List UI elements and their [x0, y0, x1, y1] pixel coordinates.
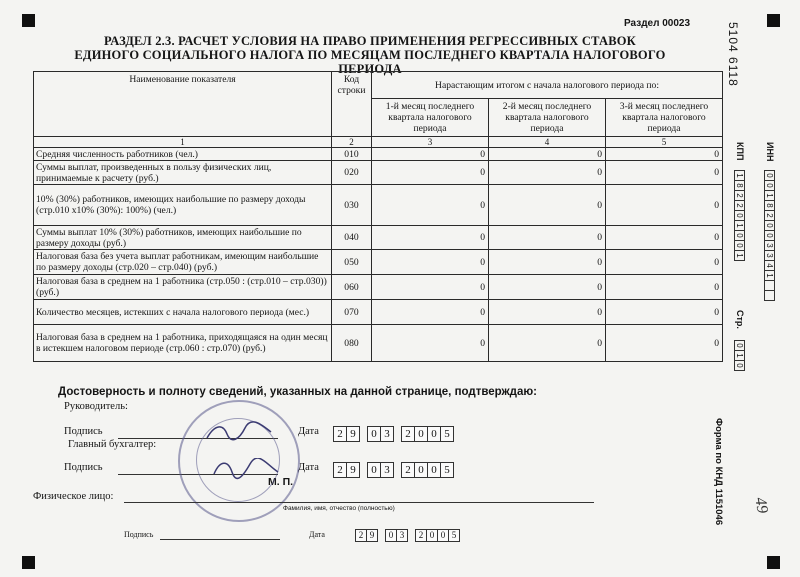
month-1-value: 0 [372, 300, 489, 325]
month-2-value: 0 [489, 325, 606, 362]
inn-digit-cell: 1 [764, 270, 775, 281]
date-month-digit[interactable]: 3 [380, 462, 394, 478]
chief-accountant-label: Главный бухгалтер: [68, 439, 157, 450]
inn-digit-cell: 0 [764, 230, 775, 241]
date-field-accountant[interactable] [333, 462, 453, 478]
date-month-digit[interactable]: 0 [367, 426, 381, 442]
kpp-digit-cell: 0 [734, 240, 745, 251]
row-code: 080 [332, 325, 372, 362]
row-name: Суммы выплат 10% (30%) работников, имеющих наибольшие по размеру доходы (руб.) [34, 226, 332, 250]
date-year-digit[interactable]: 2 [415, 529, 427, 542]
kpp-digit-cell: 1 [734, 170, 745, 181]
handwritten-page-number: 49 [751, 496, 771, 515]
signature-label-individual: Подпись [124, 530, 154, 539]
row-name: Налоговая база в среднем на 1 работника (стр.050 : (стр.010 – стр.030)) (руб.) [34, 275, 332, 300]
table-row [34, 300, 723, 325]
header-month-3: 3-й месяц последнего квартала налогового периода [606, 99, 723, 137]
date-day-digit[interactable]: 2 [333, 426, 347, 442]
table-row [34, 226, 723, 250]
kpp-digit-cell: 2 [734, 200, 745, 211]
signature-label-head: Подпись [64, 426, 103, 437]
month-3-value: 0 [606, 226, 723, 250]
date-year-digit[interactable]: 0 [427, 462, 441, 478]
row-code: 020 [332, 161, 372, 185]
date-month-digit[interactable]: 3 [380, 426, 394, 442]
header-cumulative: Нарастающим итогом с начала налогового периода по: [372, 72, 723, 99]
month-1-value: 0 [372, 275, 489, 300]
row-name: Количество месяцев, истекших с начала налогового периода (мес.) [34, 300, 332, 325]
date-day-digit[interactable]: 9 [346, 426, 360, 442]
page-title-line-1: РАЗДЕЛ 2.3. РАСЧЕТ УСЛОВИЯ НА ПРАВО ПРИМЕНЕНИЯ РЕГРЕССИВНЫХ СТАВОК [104, 34, 636, 48]
row-code: 060 [332, 275, 372, 300]
date-year-digit[interactable]: 2 [401, 426, 415, 442]
row-code: 010 [332, 148, 372, 161]
page-digit-cell: 1 [734, 350, 745, 361]
header-month-1: 1-й месяц последнего квартала налогового периода [372, 99, 489, 137]
individual-name-line [124, 502, 594, 503]
kpp-digit-cell: 1 [734, 220, 745, 231]
signature-label-accountant: Подпись [64, 462, 103, 473]
date-day-digit[interactable]: 9 [366, 529, 378, 542]
inn-digit-cell: 0 [764, 220, 775, 231]
column-number: 3 [372, 137, 489, 148]
signature-line-individual [160, 539, 280, 540]
table-row [34, 325, 723, 362]
date-month-digit[interactable]: 3 [396, 529, 408, 542]
month-2-value: 0 [489, 185, 606, 226]
month-3-value: 0 [606, 325, 723, 362]
month-2-value: 0 [489, 226, 606, 250]
row-code: 050 [332, 250, 372, 275]
table-row [34, 185, 723, 226]
month-2-value: 0 [489, 148, 606, 161]
inn-digit-cell: 4 [764, 260, 775, 271]
month-2-value: 0 [489, 300, 606, 325]
month-1-value: 0 [372, 250, 489, 275]
date-year-digit[interactable]: 0 [414, 426, 428, 442]
indicators-table [33, 71, 723, 362]
month-3-value: 0 [606, 275, 723, 300]
date-day-digit[interactable]: 2 [333, 462, 347, 478]
inn-digit-cell: 0 [764, 180, 775, 191]
individual-label: Физическое лицо: [33, 491, 114, 502]
signature-scribble-accountant [212, 458, 282, 480]
column-number: 2 [332, 137, 372, 148]
inn-digit-cell [764, 290, 775, 301]
registration-mark-top-right [767, 14, 780, 27]
date-month-digit[interactable]: 0 [367, 462, 381, 478]
table-row [34, 275, 723, 300]
inn-cells [764, 170, 775, 300]
row-code: 070 [332, 300, 372, 325]
month-3-value: 0 [606, 161, 723, 185]
row-name: 10% (30%) работников, имеющих наибольшие по размеру доходы (стр.010 х10% (30%): 100%) (чел.) [34, 185, 332, 226]
date-day-digit[interactable]: 2 [355, 529, 367, 542]
kpp-digit-cell: 1 [734, 250, 745, 261]
kpp-label: КПП [735, 142, 745, 161]
month-2-value: 0 [489, 275, 606, 300]
column-number: 1 [34, 137, 332, 148]
date-month-digit[interactable]: 0 [385, 529, 397, 542]
month-1-value: 0 [372, 325, 489, 362]
kpp-digit-cell: 0 [734, 230, 745, 241]
row-name: Налоговая база без учета выплат работникам, имеющим наибольшие по размеру доходы (стр.020 – стр.040) (руб.) [34, 250, 332, 275]
date-label-accountant: Дата [298, 462, 319, 473]
confirmation-heading: Достоверность и полноту сведений, указанных на данной странице, подтверждаю: [58, 386, 538, 398]
section-code: Раздел 00023 [624, 18, 691, 29]
table-row [34, 250, 723, 275]
signature-scribble-head [205, 420, 275, 444]
inn-digit-cell: 0 [764, 170, 775, 181]
table-row [34, 148, 723, 161]
form-code: Форма по КНД 1151046 [713, 418, 724, 526]
column-number: 4 [489, 137, 606, 148]
month-1-value: 0 [372, 185, 489, 226]
month-1-value: 0 [372, 161, 489, 185]
fio-hint: Фамилия, имя, отчество (полностью) [283, 505, 395, 512]
head-label: Руководитель: [64, 401, 128, 412]
page-label: Стр. [735, 310, 745, 329]
inn-digit-cell: 3 [764, 240, 775, 251]
date-year-digit[interactable]: 5 [448, 529, 460, 542]
month-3-value: 0 [606, 300, 723, 325]
registration-mark-bottom-left [22, 556, 35, 569]
column-number: 5 [606, 137, 723, 148]
kpp-digit-cell: 2 [734, 190, 745, 201]
date-day-digit[interactable]: 9 [346, 462, 360, 478]
row-name: Суммы выплат, произведенных в пользу физических лиц, принимаемые к расчету (руб.) [34, 161, 332, 185]
date-field-head[interactable] [333, 426, 453, 442]
registration-mark-bottom-right [767, 556, 780, 569]
date-field-individual[interactable] [355, 529, 459, 542]
date-year-digit[interactable]: 0 [426, 529, 438, 542]
inn-digit-cell: 3 [764, 250, 775, 261]
month-1-value: 0 [372, 148, 489, 161]
seal-label: М. П. [268, 476, 294, 488]
header-row-code: Код строки [332, 72, 372, 137]
month-1-value: 0 [372, 226, 489, 250]
table-row [34, 161, 723, 185]
inn-digit-cell: 2 [764, 210, 775, 221]
page-digit-cell: 0 [734, 340, 745, 351]
row-code: 030 [332, 185, 372, 226]
date-year-digit[interactable]: 5 [440, 462, 454, 478]
date-year-digit[interactable]: 0 [437, 529, 449, 542]
registration-mark-top-left [22, 14, 35, 27]
page-digit-cell: 0 [734, 360, 745, 371]
inn-label: ИНН [765, 142, 775, 162]
month-2-value: 0 [489, 161, 606, 185]
date-year-digit[interactable]: 5 [440, 426, 454, 442]
inn-digit-cell: 1 [764, 190, 775, 201]
date-label-individual: Дата [309, 530, 325, 539]
row-code: 040 [332, 226, 372, 250]
month-2-value: 0 [489, 250, 606, 275]
inn-digit-cell: 8 [764, 200, 775, 211]
date-year-digit[interactable]: 2 [401, 462, 415, 478]
kpp-cells [734, 170, 745, 260]
date-year-digit[interactable]: 0 [414, 462, 428, 478]
page-number-cells [734, 340, 745, 370]
page-title-line-2: ЕДИНОГО СОЦИАЛЬНОГО НАЛОГА ПО МЕСЯЦАМ ПОСЛЕДНЕГО КВАРТАЛА НАЛОГОВОГО ПЕРИОДА [74, 48, 666, 76]
barcode-number: 5104 6118 [726, 22, 740, 87]
date-year-digit[interactable]: 0 [427, 426, 441, 442]
month-3-value: 0 [606, 250, 723, 275]
header-indicator-name: Наименование показателя [34, 72, 332, 137]
kpp-digit-cell: 8 [734, 180, 745, 191]
month-3-value: 0 [606, 185, 723, 226]
row-name: Средняя численность работников (чел.) [34, 148, 332, 161]
page-title [60, 34, 680, 76]
row-name: Налоговая база в среднем на 1 работника, приходящаяся на один месяц в истекшем налоговом периоде (стр.060 : стр.070) (руб.) [34, 325, 332, 362]
month-3-value: 0 [606, 148, 723, 161]
date-label-head: Дата [298, 426, 319, 437]
header-month-2: 2-й месяц последнего квартала налогового периода [489, 99, 606, 137]
kpp-digit-cell: 0 [734, 210, 745, 221]
